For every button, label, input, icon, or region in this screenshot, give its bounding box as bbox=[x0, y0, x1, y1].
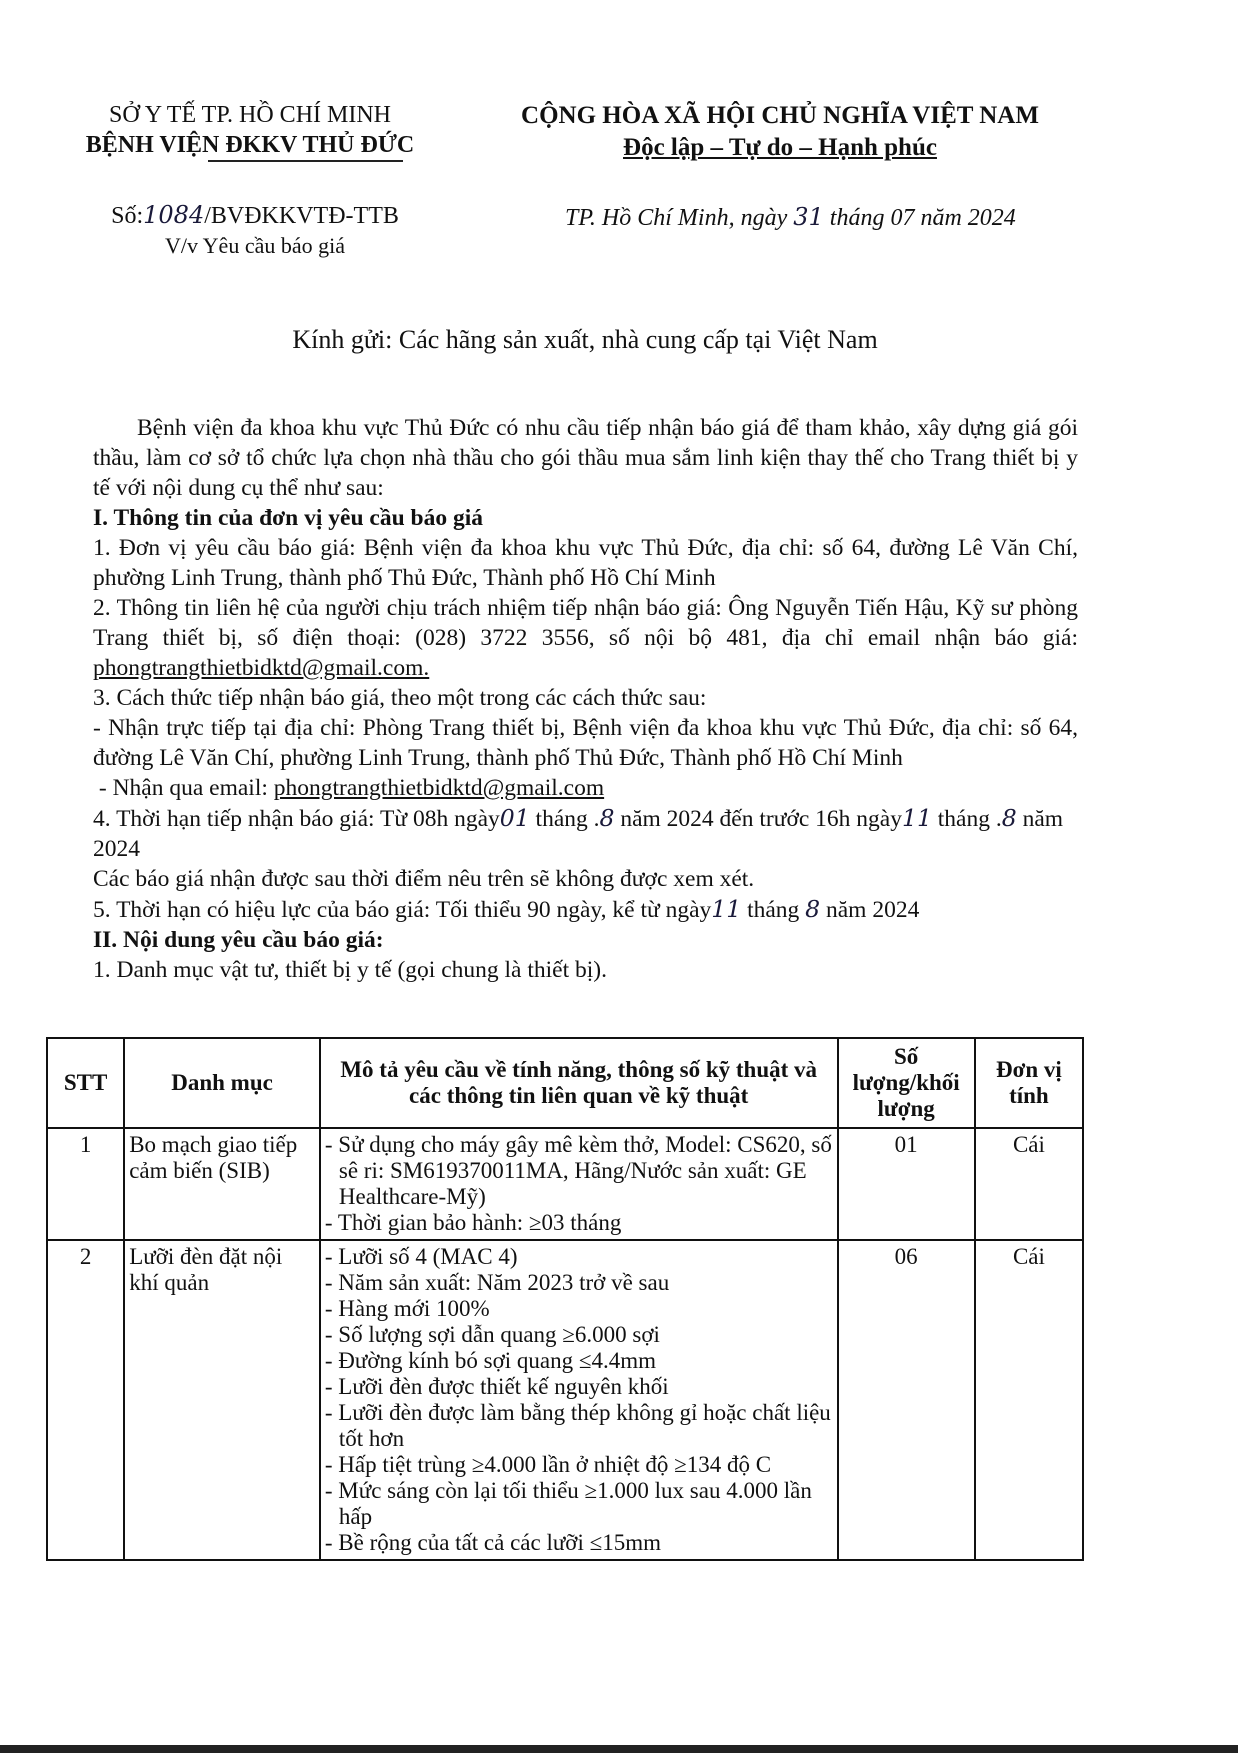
row-unit: Cái bbox=[975, 1128, 1083, 1240]
col-header-name: Danh mục bbox=[124, 1038, 320, 1128]
col-header-stt: STT bbox=[47, 1038, 124, 1128]
nation-motto: Độc lập – Tự do – Hạnh phúc bbox=[623, 134, 937, 161]
col-header-quantity: Số lượng/khối lượng bbox=[838, 1038, 975, 1128]
salutation: Kính gửi: Các hãng sản xuất, nhà cung cấp tại Việt Nam bbox=[292, 325, 878, 354]
section-1-item-5: 5. Thời hạn có hiệu lực của báo giá: Tối thiểu 90 ngày, kể từ ngày11 tháng 8 năm 2024 bbox=[93, 895, 920, 923]
document-subject: V/v Yêu cầu báo giá bbox=[164, 233, 345, 258]
row-stt: 1 bbox=[47, 1128, 124, 1240]
row-name: Lưỡi đèn đặt nội khí quản bbox=[124, 1240, 320, 1560]
nation-name: CỘNG HÒA XÃ HỘI CHỦ NGHĨA VIỆT NAM bbox=[521, 102, 1039, 129]
issuer-hospital bbox=[60, 130, 440, 160]
issuer-department: SỞ Y TẾ TP. HỒ CHÍ MINH bbox=[108, 102, 392, 128]
row-stt: 2 bbox=[47, 1240, 124, 1560]
description-item: - Hấp tiệt trùng ≥4.000 lần ở nhiệt độ ≥134 độ C bbox=[325, 1452, 833, 1478]
handwritten-doc-number: 1084 bbox=[143, 201, 205, 229]
handwritten-date-day: 31 bbox=[793, 203, 824, 231]
issuer-underline bbox=[208, 160, 403, 162]
date-line: TP. Hồ Chí Minh, ngày 31 tháng 07 năm 2024 bbox=[565, 203, 1016, 231]
contact-email-link[interactable]: phongtrangthietbidktd@gmail.com. bbox=[93, 655, 430, 681]
section-2-title: II. Nội dung yêu cầu báo giá: bbox=[93, 927, 384, 953]
description-item: - Lưỡi đèn được làm bằng thép không gỉ hoặc chất liệu tốt hơn bbox=[325, 1400, 833, 1452]
row-name: Bo mạch giao tiếp cảm biến (SIB) bbox=[124, 1128, 320, 1240]
table-row bbox=[47, 1128, 1083, 1240]
section-1-item-2: 2. Thông tin liên hệ của người chịu trách nhiệm tiếp nhận báo giá: Ông Nguyễn Tiến Hậu, Kỹ sư phòng Trang thiết bị, số điện thoại: (028) 3722 3556, số nội bộ 481, địa chỉ email nhận báo giá: phongtrangthietbidktd@gmail.com. bbox=[93, 595, 1078, 681]
intro-paragraph: Bệnh viện đa khoa khu vực Thủ Đức có nhu cầu tiếp nhận báo giá để tham khảo, xây dựng giá gói thầu, làm cơ sở tổ chức lựa chọn nhà thầu cho gói thầu mua sắm linh kiện thay thế cho Trang thiết bị y tế với nội dung cụ thể như sau: bbox=[93, 415, 1078, 501]
issuer-hospital-text: BỆNH VIỆN ĐKKV THỦ ĐỨC bbox=[85, 132, 415, 158]
letter-body bbox=[93, 413, 1078, 985]
description-item: - Đường kính bó sợi quang ≤4.4mm bbox=[325, 1348, 833, 1374]
row-quantity: 01 bbox=[838, 1128, 975, 1240]
equipment-table bbox=[46, 1037, 1084, 1561]
section-1-item-4-note: Các báo giá nhận được sau thời điểm nêu trên sẽ không được xem xét. bbox=[93, 866, 755, 892]
description-item: - Sử dụng cho máy gây mê kèm thở, Model: CS620, số sê ri: SM619370011MA, Hãng/Nước sản xuất: GE Healthcare-Mỹ) bbox=[325, 1132, 833, 1210]
section-1-item-1: 1. Đơn vị yêu cầu báo giá: Bệnh viện đa khoa khu vực Thủ Đức, địa chỉ: số 64, đường Lê Văn Chí, phường Linh Trung, thành phố Thủ Đức, Thành phố Hồ Chí Minh bbox=[93, 535, 1078, 591]
row-unit: Cái bbox=[975, 1240, 1083, 1560]
description-item: - Mức sáng còn lại tối thiểu ≥1.000 lux sau 4.000 lần hấp bbox=[325, 1478, 833, 1530]
row-description bbox=[320, 1240, 838, 1560]
document-number-block bbox=[90, 200, 420, 261]
submission-email-link[interactable]: phongtrangthietbidktd@gmail.com bbox=[273, 775, 605, 801]
description-item: - Thời gian bảo hành: ≥03 tháng bbox=[325, 1210, 833, 1236]
document-number: Số:1084/BVĐKKVTĐ-TTB bbox=[111, 201, 399, 229]
description-item: - Lưỡi số 4 (MAC 4) bbox=[325, 1244, 833, 1270]
description-item: - Lưỡi đèn được thiết kế nguyên khối bbox=[325, 1374, 833, 1400]
section-1-title: I. Thông tin của đơn vị yêu cầu báo giá bbox=[93, 505, 483, 531]
section-1-item-3a: - Nhận trực tiếp tại địa chỉ: Phòng Trang thiết bị, Bệnh viện đa khoa khu vực Thủ Đức, địa chỉ: số 64, đường Lê Văn Chí, phường Linh Trung, thành phố Thủ Đức, Thành phố Hồ Chí Minh bbox=[93, 715, 1078, 771]
national-motto-block bbox=[470, 100, 1090, 164]
section-1-item-3: 3. Cách thức tiếp nhận báo giá, theo một trong các cách thức sau: bbox=[93, 685, 707, 711]
description-item: - Số lượng sợi dẫn quang ≥6.000 sợi bbox=[325, 1322, 833, 1348]
row-description bbox=[320, 1128, 838, 1240]
col-header-description: Mô tả yêu cầu về tính năng, thông số kỹ thuật và các thông tin liên quan về kỹ thuật bbox=[320, 1038, 838, 1128]
description-item: - Hàng mới 100% bbox=[325, 1296, 833, 1322]
issuer-block bbox=[60, 100, 440, 160]
col-header-unit: Đơn vị tính bbox=[975, 1038, 1083, 1128]
section-2-item-1: 1. Danh mục vật tư, thiết bị y tế (gọi chung là thiết bị). bbox=[93, 957, 607, 983]
scan-bottom-edge bbox=[0, 1745, 1238, 1753]
description-item: - Năm sản xuất: Năm 2023 trở về sau bbox=[325, 1270, 833, 1296]
table-row bbox=[47, 1240, 1083, 1560]
table-header-row bbox=[47, 1038, 1083, 1128]
description-item: - Bề rộng của tất cả các lưỡi ≤15mm bbox=[325, 1530, 833, 1556]
section-1-item-4: 4. Thời hạn tiếp nhận báo giá: Từ 08h ngày01 tháng .8 năm 2024 đến trước 16h ngày11 tháng .8 năm 2024 bbox=[93, 804, 1064, 862]
row-quantity: 06 bbox=[838, 1240, 975, 1560]
section-1-item-3b: - Nhận qua email: phongtrangthietbidktd@gmail.com bbox=[98, 775, 605, 801]
